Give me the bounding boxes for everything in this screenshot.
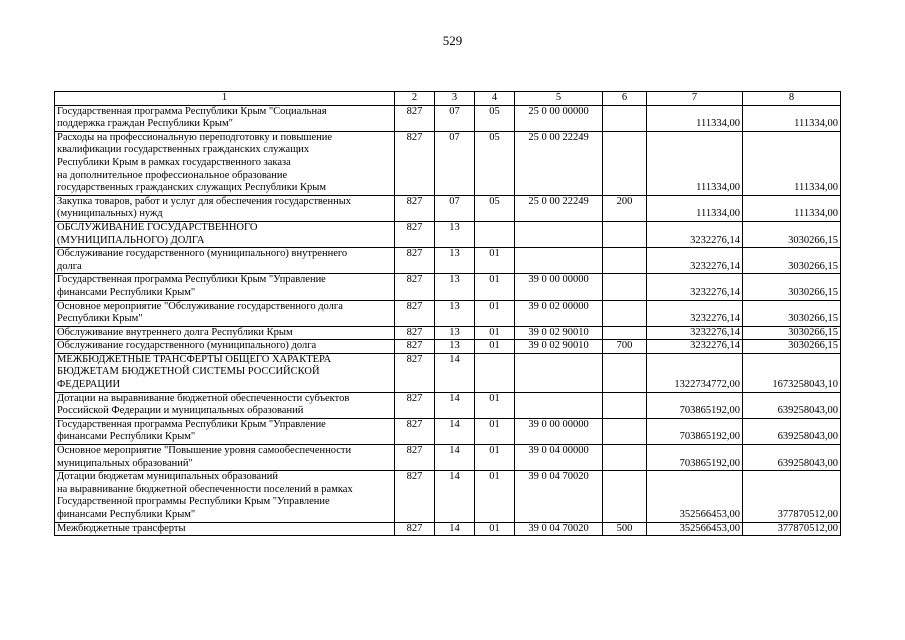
cell-code-2: 827 [395,471,435,522]
cell-code-2: 827 [395,326,435,340]
column-header: 8 [743,92,841,106]
cell-amount-7: 3232276,14 [647,248,743,274]
cell-amount-7: 1322734772,00 [647,353,743,392]
table-row [55,340,841,354]
cell-section: 13 [435,221,475,247]
cell-target-article: 39 0 04 70020 [515,522,603,536]
column-header: 4 [475,92,515,106]
cell-expense-type [603,221,647,247]
cell-expense-type [603,418,647,444]
table-row [55,522,841,536]
cell-amount-8: 639258043,00 [743,392,841,418]
table-row [55,392,841,418]
row-name: Расходы на профессиональную переподготовку и повышение квалификации государственных гражданских служащих Республики Крым в рамках государственного заказа на дополнительное профессиональное образование государственных гражданских служащих Республики Крым [55,131,395,195]
cell-section: 07 [435,131,475,195]
table-row [55,471,841,522]
cell-subsection [475,221,515,247]
cell-section: 13 [435,248,475,274]
cell-target-article [515,221,603,247]
table-row [55,418,841,444]
cell-target-article: 39 0 02 90010 [515,326,603,340]
cell-section: 14 [435,445,475,471]
cell-section: 14 [435,392,475,418]
cell-subsection: 05 [475,131,515,195]
table-row [55,195,841,221]
cell-code-2: 827 [395,195,435,221]
cell-code-2: 827 [395,105,435,131]
cell-amount-8: 3030266,15 [743,221,841,247]
cell-amount-8: 1673258043,10 [743,353,841,392]
cell-subsection: 01 [475,300,515,326]
cell-expense-type [603,274,647,300]
cell-subsection: 01 [475,274,515,300]
cell-code-2: 827 [395,418,435,444]
cell-code-2: 827 [395,221,435,247]
column-header: 3 [435,92,475,106]
cell-subsection [475,353,515,392]
table-row [55,353,841,392]
cell-subsection: 01 [475,340,515,354]
cell-amount-7: 3232276,14 [647,300,743,326]
cell-amount-7: 3232276,14 [647,221,743,247]
cell-expense-type [603,392,647,418]
row-name: ОБСЛУЖИВАНИЕ ГОСУДАРСТВЕННОГО (МУНИЦИПАЛЬНОГО) ДОЛГА [55,221,395,247]
row-name: Основное мероприятие "Повышение уровня самообеспеченности муниципальных образований" [55,445,395,471]
cell-target-article: 39 0 00 00000 [515,274,603,300]
row-name: Основное мероприятие "Обслуживание государственного долга Республики Крым" [55,300,395,326]
budget-table [54,91,841,536]
cell-amount-7: 3232276,14 [647,326,743,340]
cell-section: 14 [435,353,475,392]
cell-section: 14 [435,471,475,522]
row-name: Межбюджетные трансферты [55,522,395,536]
table-row [55,105,841,131]
cell-amount-7: 352566453,00 [647,471,743,522]
cell-expense-type [603,300,647,326]
cell-amount-7: 703865192,00 [647,445,743,471]
cell-amount-7: 352566453,00 [647,522,743,536]
cell-section: 13 [435,300,475,326]
cell-expense-type [603,131,647,195]
row-name: Обслуживание государственного (муниципального) долга [55,340,395,354]
cell-code-2: 827 [395,248,435,274]
cell-amount-8: 111334,00 [743,105,841,131]
cell-target-article: 39 0 02 90010 [515,340,603,354]
cell-target-article [515,353,603,392]
cell-subsection: 01 [475,445,515,471]
cell-target-article: 39 0 00 00000 [515,418,603,444]
cell-subsection: 05 [475,105,515,131]
cell-amount-7: 3232276,14 [647,340,743,354]
cell-subsection: 01 [475,248,515,274]
cell-section: 14 [435,522,475,536]
row-name: Закупка товаров, работ и услуг для обеспечения государственных (муниципальных) нужд [55,195,395,221]
cell-target-article: 39 0 04 70020 [515,471,603,522]
cell-amount-8: 111334,00 [743,131,841,195]
cell-amount-8: 377870512,00 [743,471,841,522]
cell-subsection: 01 [475,471,515,522]
cell-amount-7: 111334,00 [647,195,743,221]
cell-target-article: 39 0 04 00000 [515,445,603,471]
cell-expense-type: 700 [603,340,647,354]
column-header: 7 [647,92,743,106]
table-header-row [55,92,841,106]
cell-target-article: 25 0 00 00000 [515,105,603,131]
cell-expense-type [603,105,647,131]
table-row [55,274,841,300]
cell-section: 13 [435,274,475,300]
cell-target-article [515,248,603,274]
cell-amount-7: 3232276,14 [647,274,743,300]
table-row [55,248,841,274]
cell-target-article: 25 0 00 22249 [515,131,603,195]
cell-code-2: 827 [395,274,435,300]
column-header: 1 [55,92,395,106]
row-name: Государственная программа Республики Крым "Управление финансами Республики Крым" [55,274,395,300]
cell-subsection: 01 [475,418,515,444]
column-header: 5 [515,92,603,106]
table-row [55,300,841,326]
cell-section: 13 [435,326,475,340]
cell-amount-7: 111334,00 [647,105,743,131]
cell-amount-8: 3030266,15 [743,274,841,300]
column-header: 6 [603,92,647,106]
cell-amount-8: 639258043,00 [743,445,841,471]
cell-amount-8: 377870512,00 [743,522,841,536]
row-name: Дотации на выравнивание бюджетной обеспеченности субъектов Российской Федерации и муниципальных образований [55,392,395,418]
cell-amount-8: 639258043,00 [743,418,841,444]
cell-target-article: 39 0 02 00000 [515,300,603,326]
row-name: Государственная программа Республики Крым "Управление финансами Республики Крым" [55,418,395,444]
cell-amount-8: 3030266,15 [743,340,841,354]
cell-code-2: 827 [395,131,435,195]
cell-expense-type [603,445,647,471]
cell-code-2: 827 [395,340,435,354]
cell-subsection: 01 [475,326,515,340]
cell-amount-7: 703865192,00 [647,418,743,444]
cell-subsection: 01 [475,392,515,418]
cell-expense-type [603,248,647,274]
cell-section: 14 [435,418,475,444]
cell-subsection: 01 [475,522,515,536]
cell-code-2: 827 [395,445,435,471]
column-header: 2 [395,92,435,106]
cell-expense-type: 200 [603,195,647,221]
cell-amount-8: 3030266,15 [743,248,841,274]
cell-section: 07 [435,105,475,131]
cell-target-article: 25 0 00 22249 [515,195,603,221]
cell-code-2: 827 [395,522,435,536]
table-row [55,131,841,195]
cell-section: 07 [435,195,475,221]
table-row [55,221,841,247]
cell-amount-7: 111334,00 [647,131,743,195]
row-name: Обслуживание государственного (муниципального) внутреннего долга [55,248,395,274]
cell-target-article [515,392,603,418]
cell-code-2: 827 [395,392,435,418]
cell-code-2: 827 [395,300,435,326]
cell-expense-type [603,471,647,522]
row-name: МЕЖБЮДЖЕТНЫЕ ТРАНСФЕРТЫ ОБЩЕГО ХАРАКТЕРА БЮДЖЕТАМ БЮДЖЕТНОЙ СИСТЕМЫ РОССИЙСКОЙ ФЕДЕРАЦИИ [55,353,395,392]
cell-expense-type [603,353,647,392]
cell-amount-8: 3030266,15 [743,300,841,326]
page-number: 529 [442,33,463,48]
cell-expense-type: 500 [603,522,647,536]
row-name: Дотации бюджетам муниципальных образований на выравнивание бюджетной обеспеченности поселений в рамках Государственной программы Республики Крым "Управление финансами Республики Крым" [55,471,395,522]
table-row [55,326,841,340]
cell-section: 13 [435,340,475,354]
cell-subsection: 05 [475,195,515,221]
row-name: Государственная программа Республики Крым "Социальная поддержка граждан Республики Крым" [55,105,395,131]
cell-amount-8: 111334,00 [743,195,841,221]
cell-expense-type [603,326,647,340]
cell-amount-7: 703865192,00 [647,392,743,418]
table-row [55,445,841,471]
cell-code-2: 827 [395,353,435,392]
row-name: Обслуживание внутреннего долга Республики Крым [55,326,395,340]
cell-amount-8: 3030266,15 [743,326,841,340]
